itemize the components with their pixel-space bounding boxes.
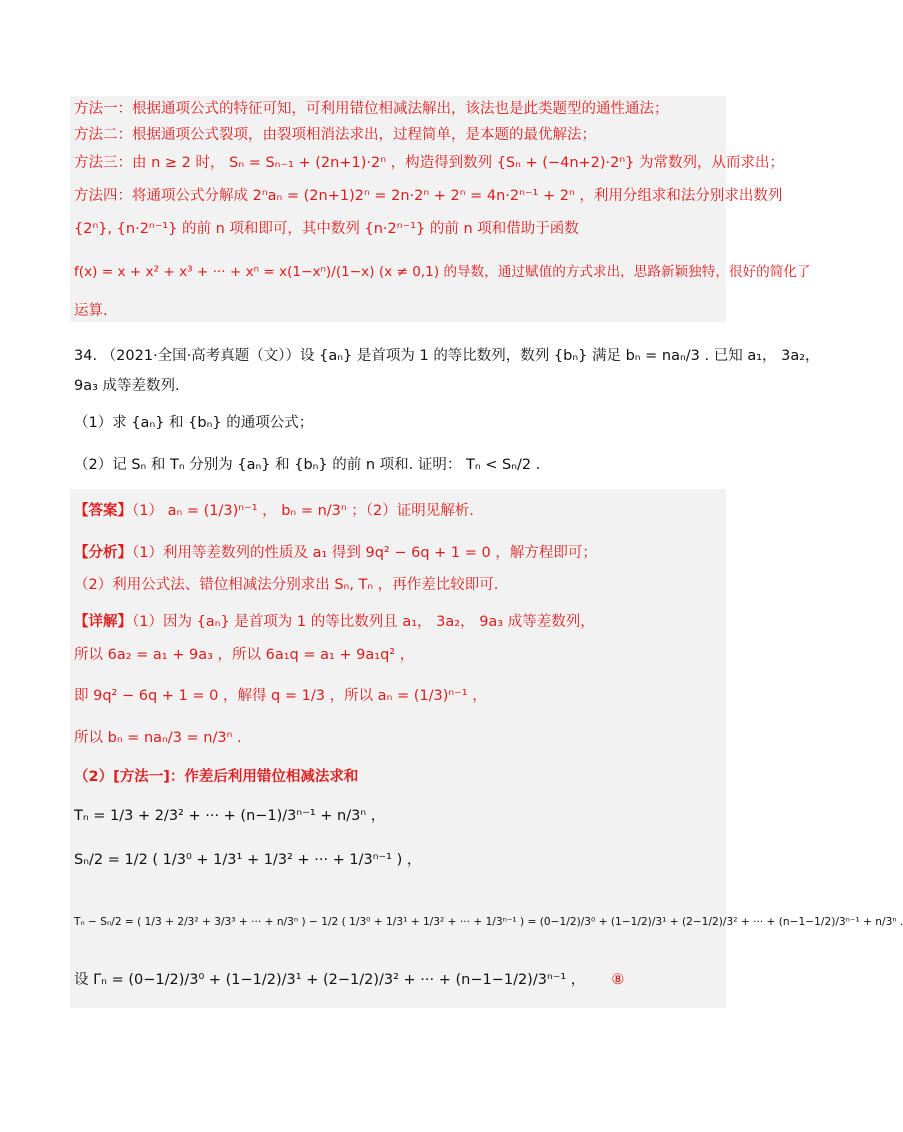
answer-line bbox=[74, 501, 728, 521]
method-4-end: 运算. bbox=[74, 303, 108, 319]
analysis-text-1: （1）利用等差数列的性质及 a₁ 得到 9q² − 6q + 1 = 0 ，解方程即可； bbox=[132, 545, 597, 561]
method-4-continued: {2ⁿ}, {n·2ⁿ⁻¹} 的前 n 项和即可，其中数列 {n·2ⁿ⁻¹} 的前 n 项和借助于函数 bbox=[74, 221, 579, 237]
detail-line-1 bbox=[74, 612, 728, 632]
equation-gamma-line bbox=[74, 970, 728, 990]
detail-line-3: 即 9q² − 6q + 1 = 0 ，解得 q = 1/3 ，所以 aₙ = (1/3)ⁿ⁻¹ ， bbox=[74, 688, 487, 704]
question-1: （1）求 {aₙ} 和 {bₙ} 的通项公式； bbox=[74, 415, 314, 431]
question-2: （2）记 Sₙ 和 Tₙ 分别为 {aₙ} 和 {bₙ} 的前 n 项和. 证明： Tₙ < Sₙ/2 . bbox=[74, 457, 541, 473]
equation-t-n: Tₙ = 1/3 + 2/3² + ··· + (n−1)/3ⁿ⁻¹ + n/3ⁿ ， bbox=[74, 808, 386, 824]
analysis-line-1 bbox=[74, 543, 728, 563]
equation-difference: Tₙ − Sₙ/2 = ( 1/3 + 2/3² + 3/3³ + ··· + n/3ⁿ ) − 1/2 ( 1/3⁰ + 1/3¹ + 1/3² + ··· + 1/3ⁿ⁻¹ ) = (0−1/2)/3⁰ + (1−1/2)/3¹ + (2−1/2)/3² + ··· + (n−1−1/2)/3ⁿ⁻¹ + n/3ⁿ . bbox=[74, 916, 903, 928]
answer-text: （1） aₙ = (1/3)ⁿ⁻¹ ， bₙ = n/3ⁿ ；（2）证明见解析. bbox=[132, 503, 474, 519]
method-3-line: 方法三：由 n ≥ 2 时， Sₙ = Sₙ₋₁ + (2n+1)·2ⁿ ，构造得到数列 {Sₙ + (−4n+2)·2ⁿ} 为常数列，从而求出； bbox=[74, 155, 784, 171]
detail-tag: 【详解】 bbox=[74, 614, 132, 630]
problem-statement: 34. （2021·全国·高考真题（文））设 {aₙ} 是首项为 1 的等比数列，数列 {bₙ} 满足 bₙ = naₙ/3 . 已知 a₁， 3a₂， bbox=[74, 348, 820, 364]
analysis-line-2: （2）利用公式法、错位相减法分别求出 Sₙ, Tₙ ，再作差比较即可. bbox=[74, 577, 499, 593]
method-4-line: 方法四：将通项公式分解成 2ⁿaₙ = (2n+1)2ⁿ = 2n·2ⁿ + 2ⁿ = 4n·2ⁿ⁻¹ + 2ⁿ ，利用分组求和法分别求出数列 bbox=[74, 188, 783, 204]
detail-line-2: 所以 6a₂ = a₁ + 9a₃ ，所以 6a₁q = a₁ + 9a₁q² ， bbox=[74, 647, 415, 663]
answer-tag: 【答案】 bbox=[74, 503, 132, 519]
analysis-tag: 【分析】 bbox=[74, 545, 132, 561]
equation-marker: ⑧ bbox=[611, 972, 625, 988]
detail-text-1: （1）因为 {aₙ} 是首项为 1 的等比数列且 a₁， 3a₂， 9a₃ 成等差数列， bbox=[132, 614, 595, 630]
method-1-line: 方法一：根据通项公式的特征可知，可利用错位相减法解出，该法也是此类题型的通性通法； bbox=[74, 101, 669, 117]
equation-gamma: 设 Γₙ = (0−1/2)/3⁰ + (1−1/2)/3¹ + (2−1/2)/3² + ··· + (n−1−1/2)/3ⁿ⁻¹ ， bbox=[74, 972, 586, 988]
problem-statement-cont: 9a₃ 成等差数列. bbox=[74, 378, 180, 394]
method-one-heading: （2）[方法一]：作差后利用错位相减法求和 bbox=[74, 769, 359, 785]
detail-line-4: 所以 bₙ = naₙ/3 = n/3ⁿ . bbox=[74, 730, 242, 746]
method-4-function: f(x) = x + x² + x³ + ··· + xⁿ = x(1−xⁿ)/(1−x) (x ≠ 0,1) 的导数，通过赋值的方式求出，思路新颖独特，很好的简化了 bbox=[74, 264, 811, 280]
equation-s-n-half: Sₙ/2 = 1/2 ( 1/3⁰ + 1/3¹ + 1/3² + ··· + 1/3ⁿ⁻¹ ) ， bbox=[74, 852, 422, 868]
method-2-line: 方法二：根据通项公式裂项，由裂项相消法求出，过程简单，是本题的最优解法； bbox=[74, 127, 596, 143]
